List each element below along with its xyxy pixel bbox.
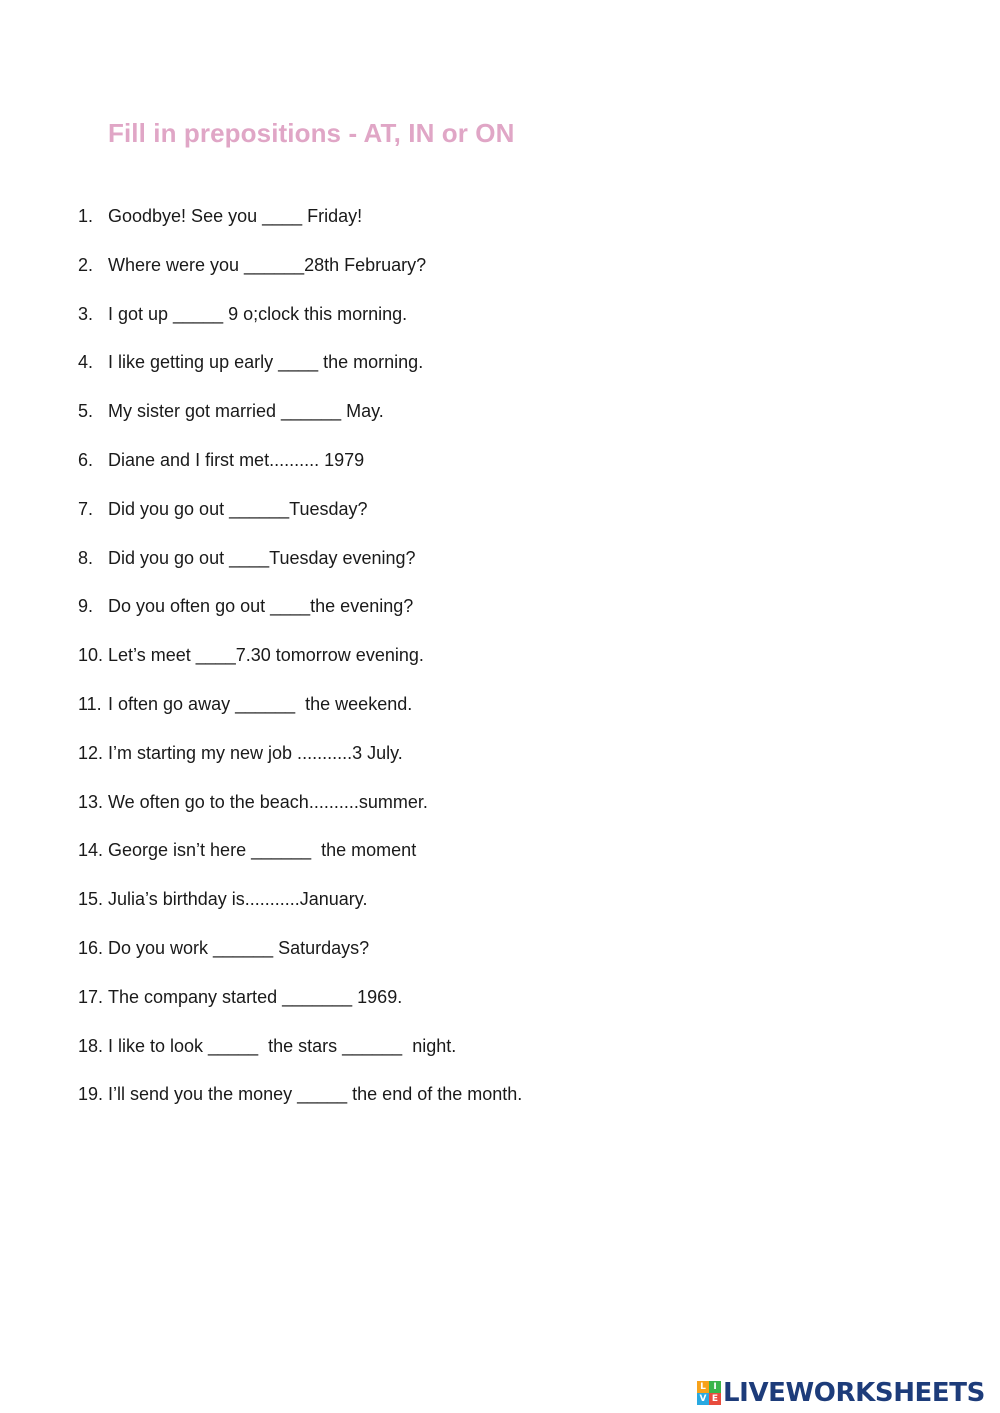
question-text: Did you go out ______Tuesday? (108, 498, 368, 519)
question-number: 4. (78, 352, 94, 373)
question-text: George isn’t here ______ the moment (108, 840, 417, 861)
question-text: Do you often go out ____the evening? (108, 596, 414, 617)
logo-text: LIVEWORKSHEETS (723, 1378, 985, 1408)
question-text: I’ll send you the money _____ the end of the month. (108, 1084, 523, 1105)
question-text: Diane and I first met.......... 1979 (108, 449, 365, 470)
question-item (78, 447, 522, 496)
question-item (78, 642, 522, 691)
question-item (78, 349, 522, 398)
question-text: Do you work ______ Saturdays? (108, 937, 370, 958)
question-number: 3. (78, 303, 94, 324)
question-number: 2. (78, 254, 94, 275)
question-text: I like getting up early ____ the morning. (108, 352, 424, 373)
question-item (78, 496, 522, 545)
question-item (78, 1081, 522, 1130)
question-number: 1. (78, 206, 94, 226)
question-text: Did you go out ____Tuesday evening? (108, 547, 416, 568)
question-number: 6. (78, 449, 94, 470)
question-number: 12. (78, 742, 104, 763)
question-number: 10. (78, 645, 104, 666)
question-text: Goodbye! See you ____ Friday! (108, 206, 363, 226)
question-item (78, 886, 522, 935)
question-number: 11. (78, 693, 102, 714)
liveworksheets-logo (697, 1377, 985, 1409)
question-item (78, 837, 522, 886)
question-text: My sister got married ______ May. (108, 401, 384, 422)
question-number: 16. (78, 937, 104, 958)
question-item (78, 1033, 522, 1082)
question-text: Let’s meet ____7.30 tomorrow evening. (108, 645, 424, 666)
question-number: 5. (78, 401, 94, 422)
question-text: I got up _____ 9 o;clock this morning. (108, 303, 408, 324)
question-number: 9. (78, 596, 94, 617)
question-item (78, 203, 522, 252)
question-number: 18. (78, 1035, 104, 1056)
question-list (78, 203, 522, 1130)
question-item (78, 740, 522, 789)
question-number: 19. (78, 1084, 104, 1105)
question-text: Where were you ______28th February? (108, 254, 427, 275)
question-item (78, 935, 522, 984)
question-item (78, 691, 522, 740)
question-text: Julia’s birthday is...........January. (108, 889, 368, 910)
question-item (78, 789, 522, 838)
question-item (78, 545, 522, 594)
question-number: 14. (78, 840, 104, 861)
question-number: 13. (78, 791, 104, 812)
question-item (78, 593, 522, 642)
question-text: I like to look _____ the stars ______ night. (108, 1035, 457, 1056)
logo-mark-icon: L I V E (697, 1381, 721, 1405)
worksheet-title: Fill in prepositions - AT, IN or ON (108, 118, 515, 148)
question-item (78, 252, 522, 301)
question-item (78, 398, 522, 447)
question-text: The company started _______ 1969. (108, 986, 403, 1007)
question-number: 7. (78, 498, 94, 519)
question-text: I’m starting my new job ...........3 July. (108, 742, 403, 763)
question-item (78, 301, 522, 350)
question-text: We often go to the beach..........summer. (108, 791, 428, 812)
question-number: 8. (78, 547, 94, 568)
question-number: 15. (78, 889, 104, 910)
question-text: I often go away ______ the weekend. (108, 693, 413, 714)
question-number: 17. (78, 986, 104, 1007)
question-item (78, 984, 522, 1033)
